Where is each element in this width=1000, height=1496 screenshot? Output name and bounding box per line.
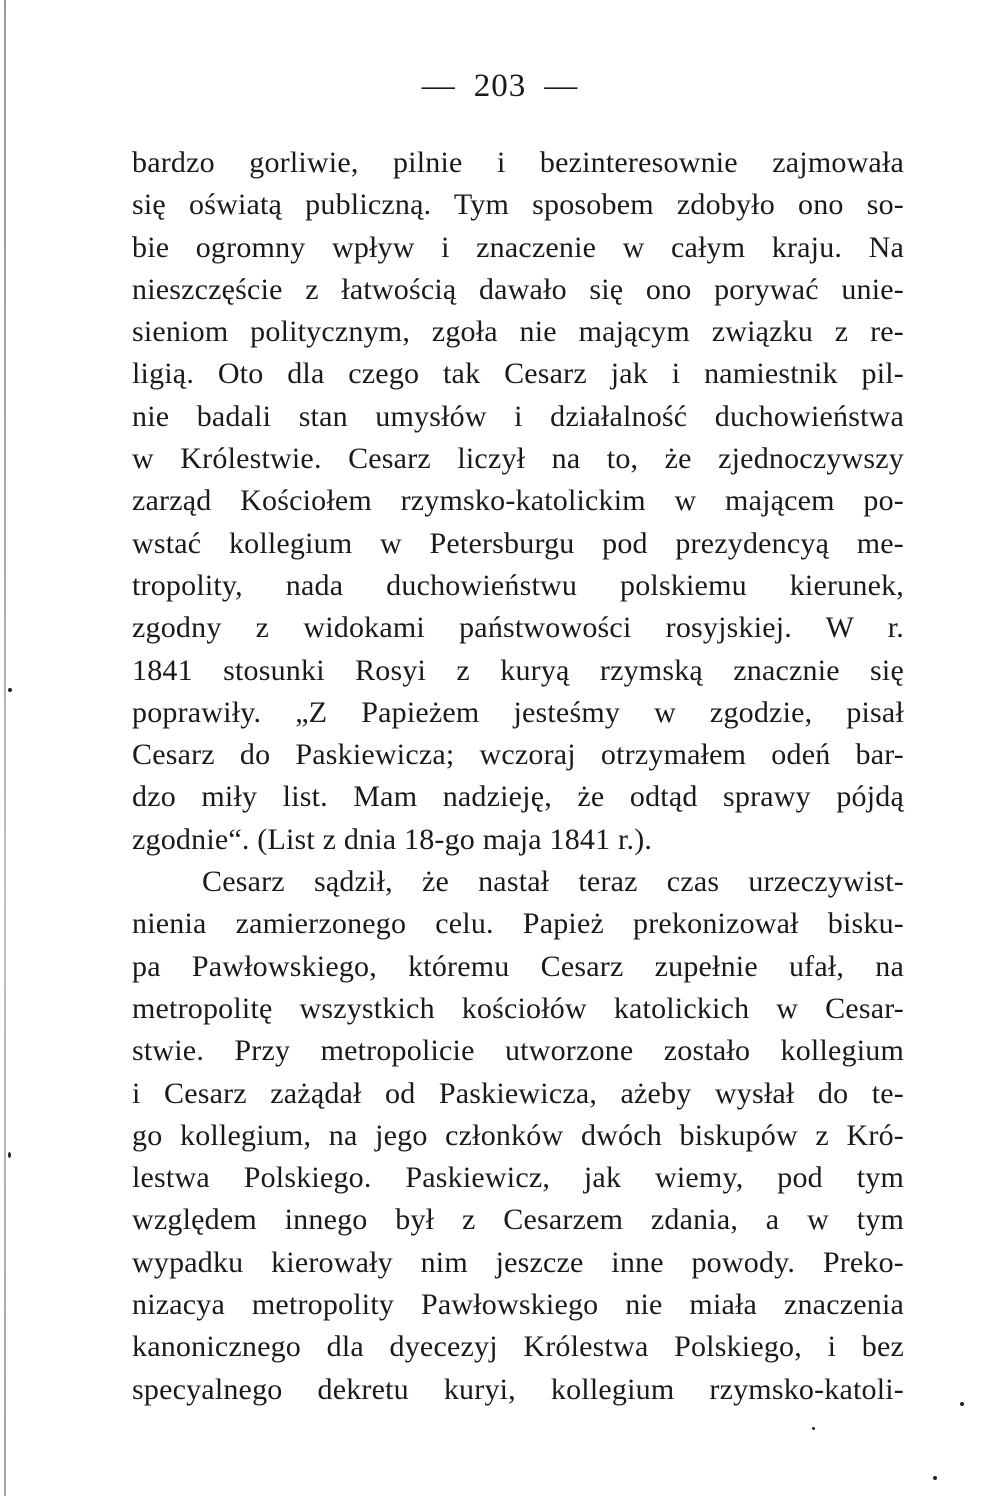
text-line: 1841 stosunki Rosyi z kuryą rzymską znacznie się — [132, 653, 904, 687]
scan-speck — [960, 1402, 964, 1406]
text-line: kanonicznego dla dyecezyj Królestwa Polskiego, i bez — [132, 1330, 904, 1364]
page-number-dash-left: — — [421, 68, 456, 104]
text-line: bardzo gorliwie, pilnie i bezinteresownie zajmowała — [132, 146, 904, 179]
page-edge — [4, 0, 6, 1496]
text-line: względem innego był z Cesarzem zdania, a w tym — [132, 1203, 904, 1237]
text-line: lestwa Polskiego. Paskiewicz, jak wiemy, pod tym — [132, 1161, 904, 1195]
text-line: zarząd Kościołem rzymsko-katolickim w mającem po- — [132, 484, 904, 518]
page-number — [0, 68, 1000, 105]
text-line: specyalnego dekretu kuryi, kollegium rzymsko-katoli- — [132, 1372, 904, 1406]
body-text — [132, 142, 904, 1411]
text-line: i Cesarz zażądał od Paskiewicza, ażeby wysłał do te- — [132, 1076, 904, 1110]
page-number-dash-right: — — [544, 68, 579, 104]
text-line: ligią. Oto dla czego tak Cesarz jak i namiestnik pil- — [132, 357, 904, 391]
scan-speck — [8, 688, 12, 692]
text-line: go kollegium, na jego członków dwóch biskupów z Kró- — [132, 1118, 904, 1152]
page-number-value: 203 — [473, 68, 527, 104]
text-line: metropolitę wszystkich kościołów katolickich w Cesar- — [132, 991, 904, 1025]
text-line: nienia zamierzonego celu. Papież prekonizował bisku- — [132, 907, 904, 941]
text-line: dzo miły list. Mam nadzieję, że odtąd sprawy pójdą — [132, 780, 904, 814]
scan-speck — [933, 1476, 937, 1480]
text-line: sieniom politycznym, zgoła nie mającym związku z re- — [132, 315, 904, 349]
text-line: wstać kollegium w Petersburgu pod prezydencyą me- — [132, 526, 904, 560]
text-line: bie ogromny wpływ i znaczenie w całym kraju. Na — [132, 230, 904, 264]
text-line: zgodny z widokami państwowości rosyjskiej. W r. — [132, 611, 904, 645]
scan-speck — [812, 1427, 815, 1430]
text-line: nieszczęście z łatwością dawało się ono porywać unie- — [132, 272, 904, 306]
paragraph-end-line: zgodnie“. (List z dnia 18-go maja 1841 r.). — [132, 822, 653, 856]
text-line: poprawiły. „Z Papieżem jesteśmy w zgodzie, pisał — [132, 695, 904, 729]
scan-speck — [8, 1152, 11, 1158]
text-line: w Królestwie. Cesarz liczył na to, że zjednoczywszy — [132, 442, 904, 476]
paragraph-start-line: Cesarz sądził, że nastał teraz czas urzeczywist- — [202, 865, 904, 899]
text-line: Cesarz do Paskiewicza; wczoraj otrzymałem odeń bar- — [132, 738, 904, 772]
text-line: stwie. Przy metropolicie utworzone zostało kollegium — [132, 1034, 904, 1068]
text-line: nie badali stan umysłów i działalność duchowieństwa — [132, 399, 904, 433]
text-line: pa Pawłowskiego, któremu Cesarz zupełnie ufał, na — [132, 949, 904, 983]
text-line: tropolity, nada duchowieństwu polskiemu kierunek, — [132, 568, 904, 602]
text-line: się oświatą publiczną. Tym sposobem zdobyło ono so- — [132, 188, 904, 222]
text-line: nizacya metropolity Pawłowskiego nie miała znaczenia — [132, 1288, 904, 1322]
text-line: wypadku kierowały nim jeszcze inne powody. Preko- — [132, 1245, 904, 1279]
